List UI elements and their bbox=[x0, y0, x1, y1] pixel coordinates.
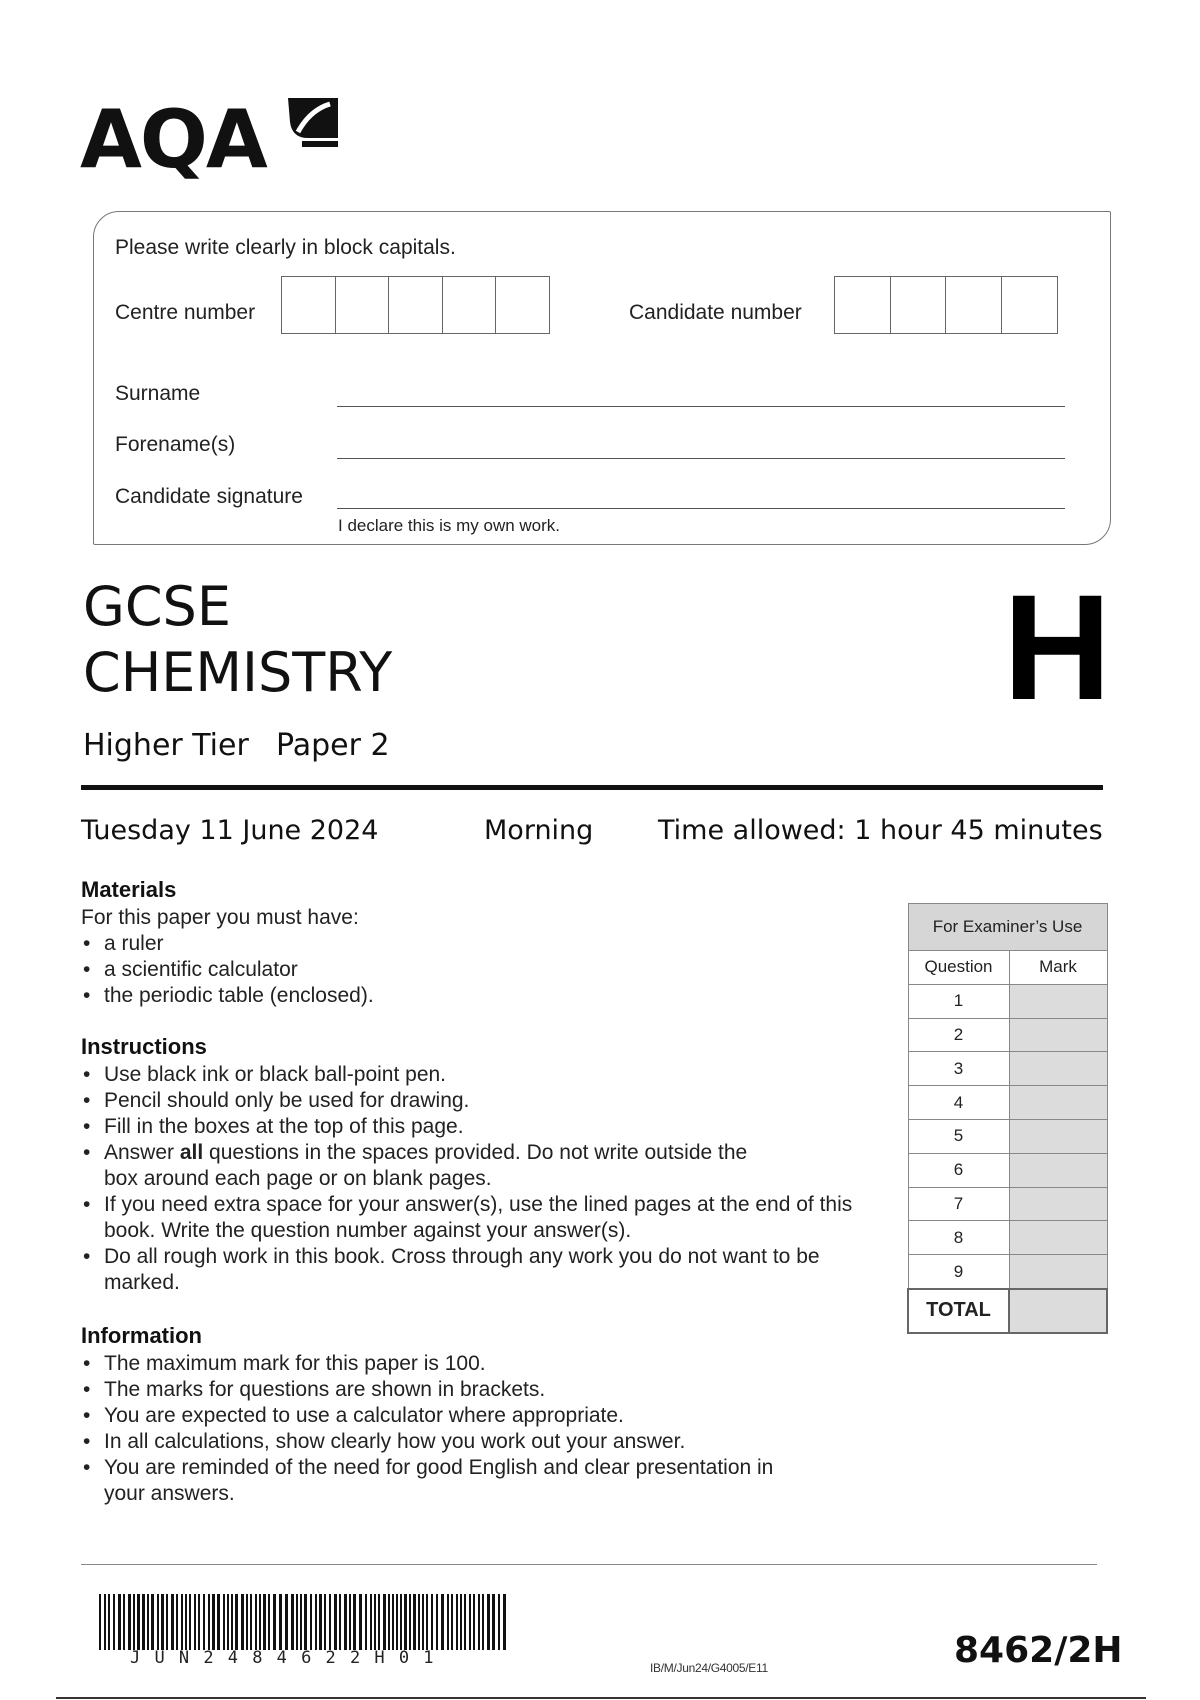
mark-cell[interactable] bbox=[1009, 984, 1107, 1018]
barcode-bar bbox=[426, 1594, 428, 1650]
barcode-bar bbox=[176, 1594, 178, 1650]
barcode-bar bbox=[157, 1594, 159, 1650]
mark-cell[interactable] bbox=[1009, 1119, 1107, 1153]
barcode-bar bbox=[422, 1594, 424, 1650]
barcode-bar bbox=[359, 1594, 362, 1650]
barcode-bar bbox=[285, 1594, 288, 1650]
barcode-bar bbox=[310, 1594, 312, 1650]
barcode-bar bbox=[370, 1594, 372, 1650]
candidate-number-boxes bbox=[834, 276, 1056, 334]
barcode-bar bbox=[447, 1594, 449, 1650]
barcode-bar bbox=[413, 1594, 416, 1650]
barcode-bar bbox=[113, 1594, 115, 1650]
mark-cell[interactable] bbox=[1009, 1255, 1107, 1289]
centre-digit-box[interactable] bbox=[442, 276, 497, 334]
barcode-bar bbox=[198, 1594, 200, 1650]
barcode-bar bbox=[268, 1594, 270, 1650]
barcode-character: N bbox=[178, 1648, 204, 1668]
mark-cell[interactable] bbox=[1009, 1187, 1107, 1221]
barcode-character: J bbox=[130, 1648, 155, 1668]
list-item: • Pencil should only be used for drawing. bbox=[81, 1088, 871, 1114]
time-allowed: Time allowed: 1 hour 45 minutes bbox=[658, 815, 1103, 846]
barcode-bar bbox=[300, 1594, 302, 1650]
paper-code: 8462/2H bbox=[954, 1630, 1123, 1671]
candidate-digit-box[interactable] bbox=[890, 276, 947, 334]
barcode-bar bbox=[498, 1594, 500, 1650]
question-number: 1 bbox=[908, 984, 1009, 1018]
barcode-bar bbox=[128, 1594, 131, 1650]
barcode-bar bbox=[255, 1594, 257, 1650]
materials-list bbox=[81, 931, 841, 1009]
page-bottom-rule bbox=[56, 1697, 1146, 1699]
barcode-bar bbox=[315, 1594, 317, 1650]
barcode-bar bbox=[104, 1594, 106, 1650]
total-label: TOTAL bbox=[908, 1289, 1009, 1333]
surname-line[interactable] bbox=[337, 406, 1065, 407]
centre-digit-box[interactable] bbox=[495, 276, 550, 334]
barcode-bar bbox=[279, 1594, 282, 1650]
barcode-character: 0 bbox=[398, 1648, 424, 1668]
exam-date: Tuesday 11 June 2024 bbox=[81, 815, 379, 846]
barcode-character: 4 bbox=[276, 1648, 302, 1668]
barcode-bar bbox=[418, 1594, 420, 1650]
signature-label: Candidate signature bbox=[115, 485, 303, 508]
barcode-character: 1 bbox=[423, 1648, 448, 1668]
examiner-use-table bbox=[907, 903, 1108, 1334]
question-number: 3 bbox=[908, 1052, 1009, 1086]
centre-number-label: Centre number bbox=[115, 301, 256, 324]
barcode-character: 4 bbox=[227, 1648, 253, 1668]
barcode-bar bbox=[451, 1594, 453, 1650]
question-number: 8 bbox=[908, 1221, 1009, 1255]
barcode-bar bbox=[291, 1594, 294, 1650]
information-list bbox=[81, 1351, 801, 1507]
examiner-table-title: For Examiner’s Use bbox=[908, 904, 1107, 951]
barcode-bar bbox=[383, 1594, 386, 1650]
exam-session: Morning bbox=[484, 815, 594, 846]
block-capitals-instruction: Please write clearly in block capitals. bbox=[115, 236, 456, 259]
mark-cell[interactable] bbox=[1009, 1086, 1107, 1120]
tier-label: Higher Tier bbox=[83, 728, 249, 763]
candidate-digit-box[interactable] bbox=[834, 276, 891, 334]
centre-number-boxes bbox=[281, 276, 549, 334]
barcode-bar bbox=[246, 1594, 248, 1650]
barcode-bar bbox=[212, 1594, 215, 1650]
barcode-bar bbox=[227, 1594, 229, 1650]
barcode-bar bbox=[296, 1594, 298, 1650]
qualification-title: GCSE bbox=[83, 575, 231, 638]
barcode-bar bbox=[396, 1594, 398, 1650]
barcode-bar bbox=[344, 1594, 347, 1650]
barcode-bar bbox=[161, 1594, 164, 1650]
mark-column-header: Mark bbox=[1009, 951, 1107, 985]
list-item: • The maximum mark for this paper is 100. bbox=[81, 1351, 801, 1377]
barcode-bar bbox=[194, 1594, 196, 1650]
list-item: • If you need extra space for your answer(s), use the lined pages at the end of this book. Write the question number against your answer(s). bbox=[81, 1192, 871, 1244]
surname-label: Surname bbox=[115, 382, 201, 405]
barcode-bar bbox=[142, 1594, 145, 1650]
barcode-bar bbox=[231, 1594, 233, 1650]
barcode-bar bbox=[482, 1594, 484, 1650]
barcode-bar bbox=[436, 1594, 438, 1650]
candidate-number-label: Candidate number bbox=[629, 301, 802, 324]
list-item: • In all calculations, show clearly how you work out your answer. bbox=[81, 1429, 801, 1455]
barcode-bar bbox=[431, 1594, 433, 1650]
barcode-bar bbox=[108, 1594, 110, 1650]
barcode-bar bbox=[123, 1594, 125, 1650]
list-item: • The marks for questions are shown in brackets. bbox=[81, 1377, 801, 1403]
barcode-bar bbox=[185, 1594, 187, 1650]
centre-digit-box[interactable] bbox=[388, 276, 443, 334]
barcode-bar bbox=[392, 1594, 394, 1650]
barcode-character: 8 bbox=[252, 1648, 277, 1668]
question-number: 4 bbox=[908, 1086, 1009, 1120]
barcode-bar bbox=[208, 1594, 210, 1650]
barcode-bar bbox=[469, 1594, 471, 1650]
aqa-logo-text: AQA bbox=[80, 93, 266, 186]
materials-intro: For this paper you must have: bbox=[81, 906, 359, 929]
mark-cell[interactable] bbox=[1009, 1018, 1107, 1052]
list-item: • a scientific calculator bbox=[81, 957, 841, 983]
barcode-bar bbox=[259, 1594, 261, 1650]
mark-cell[interactable] bbox=[1009, 1221, 1107, 1255]
barcode-bar bbox=[319, 1594, 322, 1650]
barcode-bar bbox=[503, 1594, 506, 1650]
declaration-text: I declare this is my own work. bbox=[338, 516, 561, 535]
barcode-bar bbox=[241, 1594, 244, 1650]
barcode-character: 2 bbox=[349, 1648, 375, 1668]
barcode-bar bbox=[334, 1594, 337, 1650]
information-heading: Information bbox=[81, 1323, 202, 1348]
barcode-character: U bbox=[154, 1648, 179, 1668]
question-number: 9 bbox=[908, 1255, 1009, 1289]
barcode-bar bbox=[118, 1594, 121, 1650]
question-number: 7 bbox=[908, 1187, 1009, 1221]
title-divider bbox=[81, 785, 1103, 790]
total-mark-cell[interactable] bbox=[1009, 1289, 1107, 1333]
barcode-bar bbox=[99, 1594, 101, 1650]
aqa-logo-leaf-icon bbox=[284, 92, 342, 154]
mark-cell[interactable] bbox=[1009, 1052, 1107, 1086]
barcode-bar bbox=[304, 1594, 307, 1650]
barcode-bar bbox=[203, 1594, 205, 1650]
barcode-bar bbox=[409, 1594, 411, 1650]
list-item: • the periodic table (enclosed). bbox=[81, 983, 841, 1009]
question-column-header: Question bbox=[908, 951, 1009, 985]
barcode-character: H bbox=[374, 1648, 399, 1668]
barcode-bar bbox=[400, 1594, 402, 1650]
barcode-bar bbox=[404, 1594, 407, 1650]
list-item: • Fill in the boxes at the top of this page. bbox=[81, 1114, 871, 1140]
barcode-bar bbox=[353, 1594, 356, 1650]
barcode-text bbox=[130, 1648, 448, 1668]
forename-label: Forename(s) bbox=[115, 433, 236, 456]
instructions-heading: Instructions bbox=[81, 1034, 207, 1059]
mark-cell[interactable] bbox=[1009, 1153, 1107, 1187]
barcode-bar bbox=[378, 1594, 380, 1650]
list-item: • Answer all questions in the spaces provided. Do not write outside the box around each page or on blank pages. bbox=[81, 1140, 784, 1192]
forename-line[interactable] bbox=[337, 458, 1065, 459]
barcode-bar bbox=[374, 1594, 376, 1650]
barcode-bar bbox=[478, 1594, 480, 1650]
barcode-bar bbox=[137, 1594, 140, 1650]
barcode-bar bbox=[273, 1594, 276, 1650]
footer-divider bbox=[81, 1564, 1097, 1565]
list-item: • Use black ink or black ball-point pen. bbox=[81, 1062, 871, 1088]
list-item: • Do all rough work in this book. Cross through any work you do not want to be marked. bbox=[81, 1244, 824, 1296]
barcode-bar bbox=[329, 1594, 331, 1650]
list-item: • a ruler bbox=[81, 931, 841, 957]
candidate-digit-box[interactable] bbox=[945, 276, 1002, 334]
barcode-bar bbox=[217, 1594, 220, 1650]
question-number: 6 bbox=[908, 1153, 1009, 1187]
list-item: • You are expected to use a calculator where appropriate. bbox=[81, 1403, 801, 1429]
document-reference: IB/M/Jun24/G4005/E11 bbox=[650, 1661, 768, 1675]
instructions-list bbox=[81, 1062, 871, 1296]
barcode-bar bbox=[492, 1594, 495, 1650]
centre-digit-box[interactable] bbox=[281, 276, 336, 334]
barcode-bar bbox=[235, 1594, 238, 1650]
barcode-bar bbox=[441, 1594, 444, 1650]
barcode-character: 2 bbox=[203, 1648, 228, 1668]
barcode-bar bbox=[147, 1594, 149, 1650]
barcode-bar bbox=[349, 1594, 351, 1650]
question-number: 5 bbox=[908, 1119, 1009, 1153]
barcode-bar bbox=[339, 1594, 341, 1650]
barcode-bar bbox=[133, 1594, 135, 1650]
barcode-bar bbox=[151, 1594, 154, 1650]
barcode-character: 6 bbox=[301, 1648, 326, 1668]
barcode-bar bbox=[171, 1594, 174, 1650]
barcode-bar bbox=[460, 1594, 462, 1650]
barcode-bar bbox=[388, 1594, 390, 1650]
tier-letter: H bbox=[1003, 563, 1112, 731]
centre-digit-box[interactable] bbox=[335, 276, 390, 334]
barcode-bar bbox=[223, 1594, 225, 1650]
barcode bbox=[97, 1594, 509, 1650]
barcode-bar bbox=[181, 1594, 183, 1650]
barcode-bar bbox=[473, 1594, 475, 1650]
barcode-bar bbox=[487, 1594, 490, 1650]
paper-label: Paper 2 bbox=[276, 728, 390, 763]
subject-title: CHEMISTRY bbox=[83, 641, 393, 704]
barcode-bar bbox=[166, 1594, 168, 1650]
barcode-bar bbox=[250, 1594, 252, 1650]
barcode-bar bbox=[189, 1594, 191, 1650]
signature-line[interactable] bbox=[337, 508, 1065, 509]
barcode-bar bbox=[464, 1594, 466, 1650]
question-number: 2 bbox=[908, 1018, 1009, 1052]
list-item: • You are reminded of the need for good English and clear presentation in your answers. bbox=[81, 1455, 804, 1507]
candidate-digit-box[interactable] bbox=[1001, 276, 1058, 334]
barcode-bar bbox=[324, 1594, 326, 1650]
barcode-character: 2 bbox=[325, 1648, 350, 1668]
materials-heading: Materials bbox=[81, 877, 177, 902]
barcode-bar bbox=[365, 1594, 367, 1650]
barcode-bar bbox=[263, 1594, 266, 1650]
barcode-bar bbox=[456, 1594, 458, 1650]
